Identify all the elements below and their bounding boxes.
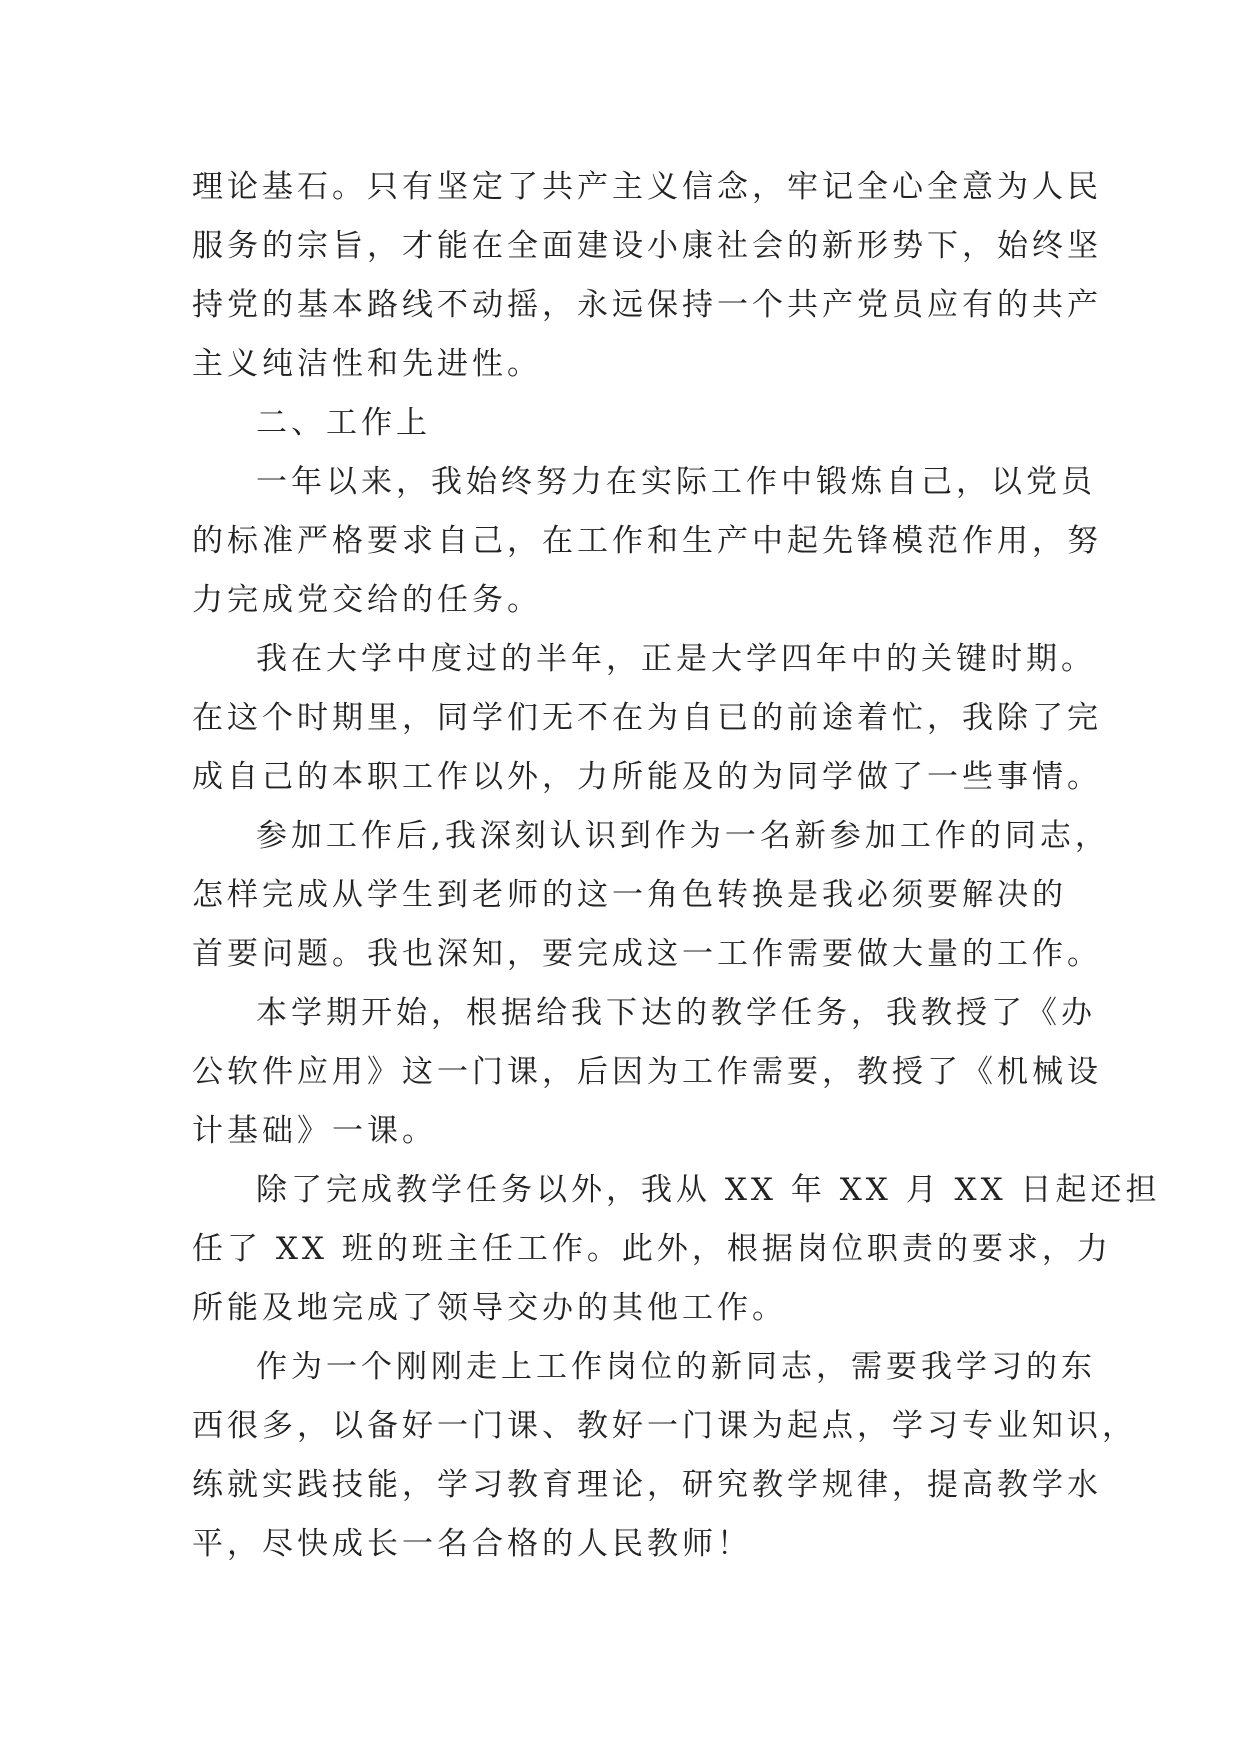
text-line: 练就实践技能，学习教育理论，研究教学规律，提高教学水 [192,1467,1102,1503]
text-line: 计基础》一课。 [192,1113,437,1149]
text-line: 参加工作后,我深刻认识到作为一名新参加工作的同志， [256,818,1110,854]
text-line: 怎样完成从学生到老师的这一角色转换是我必须要解决的 [192,877,1067,913]
text-line: 本学期开始，根据给我下达的教学任务，我教授了《办 [256,995,1096,1031]
text-line: 成自己的本职工作以外，力所能及的为同学做了一些事情。 [192,759,1102,795]
text-line: 所能及地完成了领导交办的其他工作。 [192,1290,787,1326]
text-line: 一年以来，我始终努力在实际工作中锻炼自己，以党员 [256,464,1096,500]
text-line: 任了 XX 班的班主任工作。此外，根据岗位职责的要求，力 [192,1231,1112,1267]
text-line: 理论基石。只有坚定了共产主义信念，牢记全心全意为人民 [192,169,1102,205]
text-line: 在这个时期里，同学们无不在为自已的前途着忙，我除了完 [192,700,1102,736]
text-line: 作为一个刚刚走上工作岗位的新同志，需要我学习的东 [256,1349,1096,1385]
text-line: 西很多，以备好一门课、教好一门课为起点，学习专业知识， [192,1408,1137,1444]
text-line: 主义纯洁性和先进性。 [192,346,542,382]
text-line: 持党的基本路线不动摇，永远保持一个共产党员应有的共产 [192,287,1102,323]
text-line: 首要问题。我也深知，要完成这一工作需要做大量的工作。 [192,936,1102,972]
text-line: 的标准严格要求自己，在工作和生产中起先锋模范作用，努 [192,523,1102,559]
text-line: 服务的宗旨，才能在全面建设小康社会的新形势下，始终坚 [192,228,1102,264]
text-line: 除了完成教学任务以外，我从 XX 年 XX 月 XX 日起还担 [256,1172,1161,1208]
text-line: 我在大学中度过的半年，正是大学四年中的关键时期。 [256,641,1096,677]
document-body [192,158,1161,1574]
section-heading: 二、工作上 [256,405,431,441]
text-line: 公软件应用》这一门课，后因为工作需要，教授了《机械设 [192,1054,1102,1090]
text-line: 平，尽快成长一名合格的人民教师！ [192,1526,752,1562]
text-line: 力完成党交给的任务。 [192,582,542,618]
